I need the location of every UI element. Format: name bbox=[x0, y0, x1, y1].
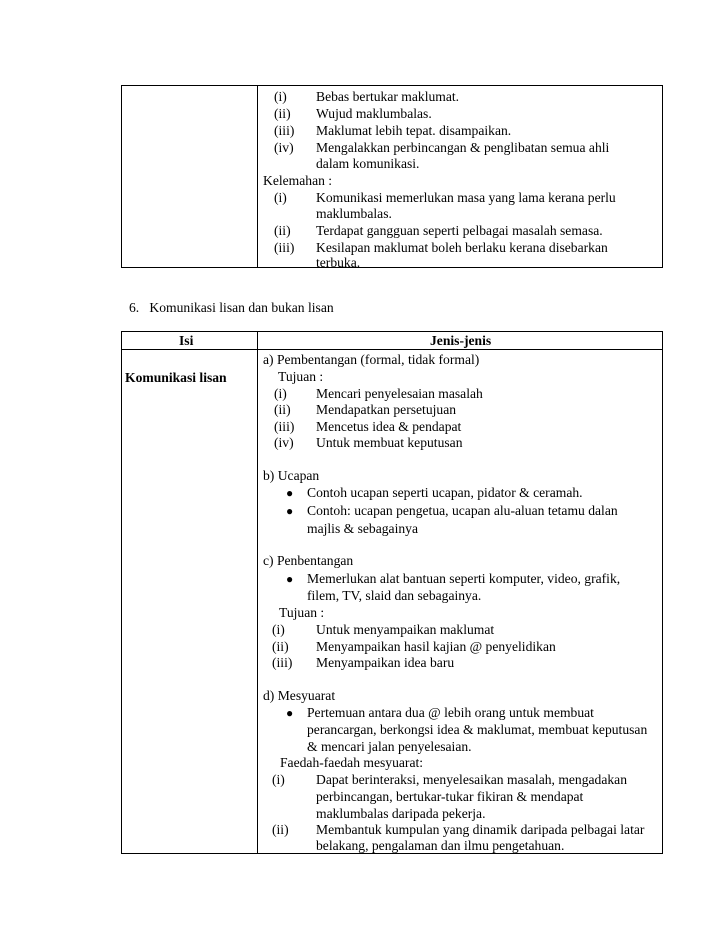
list-text-cont: dalam komunikasi. bbox=[316, 156, 420, 171]
list-text: Membantuk kumpulan yang dinamik daripada pelbagai latar bbox=[316, 822, 645, 837]
list-text: Mencetus idea & pendapat bbox=[316, 419, 462, 434]
list-text: Kesilapan maklumat boleh berlaku kerana disebarkan bbox=[316, 240, 608, 255]
bullet-icon: ● bbox=[286, 486, 294, 500]
column-divider bbox=[257, 86, 258, 267]
table-continuation bbox=[121, 85, 663, 268]
section-number: 6. bbox=[129, 300, 140, 315]
list-text: Mendapatkan persetujuan bbox=[316, 402, 457, 417]
list-text: Untuk menyampaikan maklumat bbox=[316, 622, 495, 637]
list-text-cont: maklumbalas daripada pekerja. bbox=[316, 806, 486, 821]
list-text: Mengalakkan perbincangan & penglibatan semua ahli bbox=[316, 140, 610, 155]
list-num: (i) bbox=[274, 89, 287, 104]
list-num: (ii) bbox=[274, 223, 291, 238]
bullet-text: Contoh ucapan seperti ucapan, pidator & ceramah. bbox=[307, 485, 583, 500]
list-num: (iv) bbox=[274, 435, 294, 450]
list-num: (i) bbox=[272, 772, 285, 787]
list-text: Maklumat lebih tepat. disampaikan. bbox=[316, 123, 512, 138]
subsection-title: b) Ucapan bbox=[263, 468, 320, 483]
list-num: (i) bbox=[272, 622, 285, 637]
faedah-label: Faedah-faedah mesyuarat: bbox=[280, 755, 424, 770]
list-num: (ii) bbox=[272, 639, 289, 654]
list-text: Untuk membuat keputusan bbox=[316, 435, 463, 450]
list-text: Mencari penyelesaian masalah bbox=[316, 386, 483, 401]
tujuan-label: Tujuan : bbox=[278, 369, 324, 384]
list-num: (iii) bbox=[274, 123, 295, 138]
list-text-cont: belakang, pengalaman dan ilmu pengetahuan. bbox=[316, 838, 565, 853]
tujuan-label: Tujuan : bbox=[279, 605, 325, 620]
list-text-cont: perbincangan, bertukar-tukar fikiran & mendapat bbox=[316, 789, 584, 804]
list-text: Menyampaikan idea baru bbox=[316, 655, 455, 670]
list-text: Menyampaikan hasil kajian @ penyelidikan bbox=[316, 639, 556, 654]
list-num: (iv) bbox=[274, 140, 294, 155]
header-jenis: Jenis-jenis bbox=[430, 333, 492, 348]
row-label: Komunikasi lisan bbox=[125, 370, 227, 385]
bullet-icon: ● bbox=[286, 504, 294, 518]
header-divider bbox=[122, 349, 662, 350]
list-num: (iii) bbox=[274, 240, 295, 255]
list-text: Wujud maklumbalas. bbox=[316, 106, 432, 121]
list-text: Komunikasi memerlukan masa yang lama kerana perlu bbox=[316, 190, 616, 205]
column-divider bbox=[257, 332, 258, 853]
list-num: (iii) bbox=[274, 419, 295, 434]
list-num: (ii) bbox=[274, 402, 291, 417]
kelemahan-label: Kelemahan : bbox=[263, 173, 333, 188]
bullet-text: Memerlukan alat bantuan seperti komputer, video, grafik, bbox=[307, 571, 621, 586]
bullet-text-cont: filem, TV, slaid dan sebagainya. bbox=[307, 588, 482, 603]
jenis-komunikasi-table bbox=[121, 331, 663, 854]
list-num: (i) bbox=[274, 386, 287, 401]
section-heading bbox=[129, 300, 334, 316]
list-text-cont: maklumbalas. bbox=[316, 206, 392, 221]
header-isi: Isi bbox=[179, 333, 194, 348]
list-num: (ii) bbox=[272, 822, 289, 837]
bullet-text: Pertemuan antara dua @ lebih orang untuk membuat bbox=[307, 705, 594, 720]
list-text: Bebas bertukar maklumat. bbox=[316, 89, 460, 104]
list-text-cont: terbuka. bbox=[316, 255, 361, 270]
bullet-text-cont: majlis & sebagainya bbox=[307, 521, 418, 536]
list-num: (i) bbox=[274, 190, 287, 205]
subsection-title: d) Mesyuarat bbox=[263, 688, 336, 703]
bullet-text: Contoh: ucapan pengetua, ucapan alu-aluan tetamu dalan bbox=[307, 503, 618, 518]
bullet-icon: ● bbox=[286, 706, 294, 720]
bullet-icon: ● bbox=[286, 572, 294, 586]
subsection-title: a) Pembentangan (formal, tidak formal) bbox=[263, 352, 480, 367]
subsection-title: c) Penbentangan bbox=[263, 553, 354, 568]
list-text: Terdapat gangguan seperti pelbagai masalah semasa. bbox=[316, 223, 603, 238]
bullet-text-cont: & mencari jalan penyelesaian. bbox=[307, 739, 472, 754]
section-title: Komunikasi lisan dan bukan lisan bbox=[149, 300, 334, 315]
list-num: (ii) bbox=[274, 106, 291, 121]
list-num: (iii) bbox=[272, 655, 293, 670]
list-text: Dapat berinteraksi, menyelesaikan masalah, mengadakan bbox=[316, 772, 628, 787]
bullet-text-cont: perancargan, berkongsi idea & maklumat, membuat keputusan bbox=[307, 722, 648, 737]
